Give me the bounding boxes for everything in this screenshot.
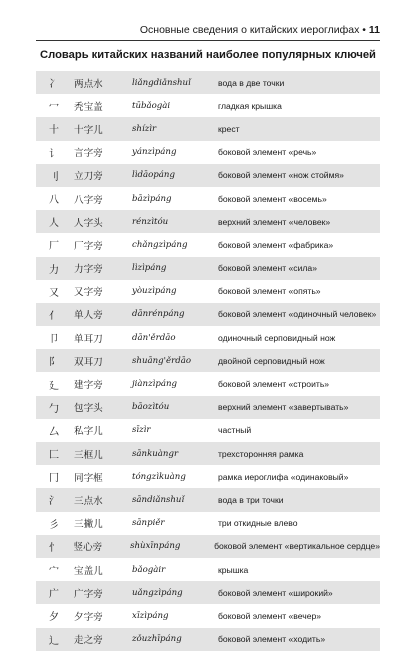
radical-name: 八字旁 [74, 194, 103, 206]
table-row [36, 628, 380, 651]
table-row [36, 257, 380, 280]
radical-name: 又字旁 [74, 287, 103, 299]
page-title: Словарь китайских названий наиболее популярных ключей [40, 49, 376, 61]
page-number: 11 [368, 24, 380, 36]
table-row [36, 372, 380, 395]
radicals-table [36, 71, 380, 651]
radical-name: 私字儿 [74, 426, 103, 438]
table-row [36, 210, 380, 233]
radical-name: 双耳刀 [74, 356, 103, 368]
table-row [36, 326, 380, 349]
radical-key: 夕 [49, 612, 59, 624]
radical-meaning: верхний элемент «человек» [218, 216, 331, 227]
radical-pinyin: tóngzìkuàng [132, 471, 186, 482]
radical-key: 卩 [49, 334, 59, 346]
table-row [36, 558, 380, 581]
radical-pinyin: dānrénpáng [132, 309, 185, 320]
radical-pinyin: shuāng'ěrdāo [132, 355, 191, 366]
radical-pinyin: tūbǎogài [132, 100, 171, 111]
radical-name: 十字儿 [74, 124, 103, 136]
radical-meaning: боковой элемент «вертикальное сердце» [214, 541, 380, 552]
radical-key: 宀 [49, 566, 59, 578]
table-row [36, 280, 380, 303]
radical-meaning: верхний элемент «завертывать» [218, 402, 349, 413]
table-row [36, 604, 380, 627]
radical-key: 厶 [49, 426, 59, 438]
radical-key: 十 [49, 125, 59, 137]
running-header [36, 24, 380, 36]
radical-name: 建字旁 [74, 380, 103, 392]
radical-meaning: трехсторонняя рамка [218, 448, 304, 459]
radical-name: 立刀旁 [74, 171, 103, 183]
radical-key: 力 [49, 264, 59, 276]
table-row [36, 465, 380, 488]
radical-key: 氵 [49, 496, 59, 508]
radical-key: 广 [49, 589, 59, 601]
radical-pinyin: sānpiěr [132, 518, 165, 529]
radical-name: 单人旁 [74, 310, 103, 322]
table-row [36, 71, 380, 94]
table-row [36, 581, 380, 604]
table-row [36, 419, 380, 442]
radical-meaning: боковой элемент «восемь» [218, 193, 327, 204]
radical-pinyin: rénzìtóu [132, 216, 169, 227]
radical-name: 力字旁 [74, 264, 103, 276]
radical-key: 忄 [49, 542, 59, 554]
running-title: Основные сведения о китайских иероглифах [139, 24, 360, 36]
radical-name: 三框儿 [74, 449, 103, 461]
table-row [36, 164, 380, 187]
radical-key: 厂 [49, 241, 59, 253]
radical-meaning: боковой элемент «вечер» [218, 610, 322, 621]
radical-pinyin: liǎngdiǎnshuǐ [132, 77, 191, 88]
table-row [36, 442, 380, 465]
table-row [36, 349, 380, 372]
radical-key: 刂 [49, 171, 59, 183]
table-row [36, 488, 380, 511]
radical-key: 八 [49, 195, 59, 207]
radical-meaning: боковой элемент «нож стоймя» [218, 170, 344, 181]
radical-name: 宝盖儿 [74, 565, 103, 577]
radical-name: 单耳刀 [74, 333, 103, 345]
radical-meaning: боковой элемент «фабрика» [218, 239, 334, 250]
radical-meaning: боковой элемент «речь» [218, 147, 317, 158]
radical-key: 辶 [49, 635, 59, 647]
radical-meaning: одиночный серповидный нож [218, 332, 336, 343]
radical-meaning: двойной серповидный нож [218, 355, 325, 366]
radical-pinyin: dān'ěrdāo [132, 332, 176, 343]
radical-pinyin: uǎngzìpáng [132, 587, 183, 598]
radical-name: 走之旁 [74, 635, 103, 647]
radical-name: 秃宝盖 [74, 101, 103, 113]
radical-meaning: вода в три точки [218, 494, 284, 505]
radical-meaning: крест [218, 123, 240, 134]
radical-key: 冖 [49, 102, 59, 114]
table-row [36, 512, 380, 535]
radical-meaning: боковой элемент «одиночный человек» [218, 309, 377, 320]
radical-pinyin: lìdāopáng [132, 170, 175, 181]
radical-name: 竖心旁 [73, 542, 103, 554]
radical-key: 彡 [49, 519, 59, 531]
radical-meaning: боковой элемент «широкий» [218, 587, 333, 598]
radical-key: 亻 [49, 310, 59, 322]
table-row [36, 233, 380, 256]
radical-pinyin: shízìr [132, 123, 157, 134]
table-row [36, 187, 380, 210]
radical-pinyin: xīzìpáng [132, 610, 169, 621]
radical-meaning: боковой элемент «строить» [218, 379, 330, 390]
radical-meaning: рамка иероглифа «одинаковый» [218, 471, 349, 482]
radical-key: 又 [49, 287, 59, 299]
radical-key: 冫 [49, 79, 59, 91]
radical-pinyin: bǎogàir [132, 564, 166, 575]
radical-name: 两点水 [74, 78, 103, 90]
radical-name: 包字头 [74, 403, 103, 415]
radical-meaning: крышка [218, 564, 249, 575]
radical-name: 夕字旁 [74, 611, 103, 623]
table-row [36, 396, 380, 419]
radical-name: 人字头 [74, 217, 103, 229]
table-row [36, 117, 380, 140]
radical-pinyin: sīzìr [132, 425, 151, 436]
radical-pinyin: sānkuàngr [132, 448, 179, 459]
table-row [36, 94, 380, 117]
radical-key: 勹 [49, 403, 59, 415]
header-separator: • [362, 24, 366, 36]
radical-meaning: вода в две точки [218, 77, 285, 88]
radical-key: 阝 [49, 357, 59, 369]
radical-pinyin: lìzìpáng [132, 263, 167, 274]
radical-meaning: гладкая крышка [218, 100, 282, 111]
radical-pinyin: chǎngzìpáng [132, 239, 188, 250]
header-rule [36, 40, 380, 41]
radical-name: 言字旁 [74, 148, 103, 160]
radical-key: 讠 [49, 148, 59, 160]
radical-meaning: боковой элемент «ходить» [218, 634, 326, 645]
radical-pinyin: zǒuzhīpáng [132, 634, 182, 645]
radical-meaning: боковой элемент «опять» [218, 286, 321, 297]
radical-pinyin: bāzìpáng [132, 193, 172, 204]
radical-name: 同字框 [74, 472, 103, 484]
radical-pinyin: yòuzìpáng [132, 286, 177, 297]
table-row [36, 141, 380, 164]
radical-name: 三撇儿 [74, 519, 103, 531]
radical-pinyin: sāndiǎnshuǐ [132, 494, 185, 505]
radical-pinyin: yánzìpáng [132, 147, 177, 158]
radical-meaning: три откидные влево [218, 518, 298, 529]
radical-pinyin: bāozìtóu [132, 402, 170, 413]
radical-key: 人 [49, 218, 59, 230]
radical-pinyin: shùxīnpáng [130, 541, 181, 552]
radical-name: 厂字旁 [74, 240, 103, 252]
radical-key: 廴 [49, 380, 59, 392]
radical-meaning: частный [218, 425, 252, 436]
radical-key: 冂 [49, 473, 59, 485]
radical-key: 匚 [49, 450, 59, 462]
radical-name: 三点水 [74, 495, 103, 507]
table-row [36, 303, 380, 326]
radical-name: 广字旁 [74, 588, 103, 600]
radical-pinyin: jiànzìpáng [132, 379, 178, 390]
table-row [36, 535, 380, 558]
radical-meaning: боковой элемент «сила» [218, 263, 317, 274]
